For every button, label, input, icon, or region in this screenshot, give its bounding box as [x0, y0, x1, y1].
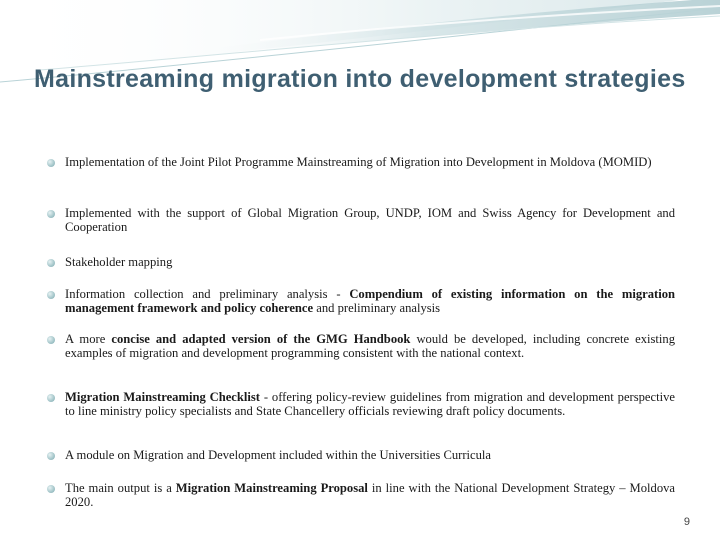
- bullet-text: in line with the National Development Strategy – Moldova 2020.: [65, 481, 676, 509]
- slide-title: Mainstreaming migration into development strategies: [34, 65, 686, 93]
- bullet-text: and preliminary analysis: [313, 300, 441, 315]
- bullet-text-bold: concise and adapted version of the GMG Handbook: [111, 332, 411, 346]
- bullet-text: Implementation of the Joint Pilot Programme Mainstreaming of Migration into Development in Moldova (MOMID): [65, 155, 652, 169]
- bullet-item: [65, 256, 675, 270]
- bullet-item: [65, 156, 675, 170]
- bullet-text-bold: Compendium of existing information on the migration management framework and policy coherence: [65, 287, 676, 315]
- bullet-text: The main output is a: [65, 481, 176, 495]
- bullet-text: Information collection and preliminary analysis -: [65, 287, 350, 301]
- bullet-text: would be developed, including concrete existing examples of migration and development programming consistent with the national context.: [65, 332, 676, 360]
- bullet-item: [65, 333, 675, 360]
- bullet-text: - offering policy-review guidelines from migration and development perspective to line ministry policy specialists and State Chancellery officials reviewing draft policy documents.: [65, 390, 675, 418]
- bullet-item: [65, 288, 675, 315]
- bullet-text: A module on Migration and Development included within the Universities Curricula: [65, 448, 492, 462]
- bullet-text-bold: Migration Mainstreaming Proposal: [175, 481, 368, 495]
- bullet-text: Implemented with the support of Global Migration Group, UNDP, IOM and Swiss Agency for Development and Cooperation: [65, 206, 675, 234]
- bullet-text: A more: [65, 332, 112, 346]
- bullet-item: [65, 207, 675, 234]
- bullet-text: Stakeholder mapping: [65, 255, 173, 269]
- page-number: 9: [683, 516, 690, 528]
- bullet-text-bold: Migration Mainstreaming Checklist: [65, 390, 260, 404]
- bullet-item: [65, 482, 675, 509]
- bullet-item: [65, 449, 675, 463]
- bullet-item: [65, 391, 675, 418]
